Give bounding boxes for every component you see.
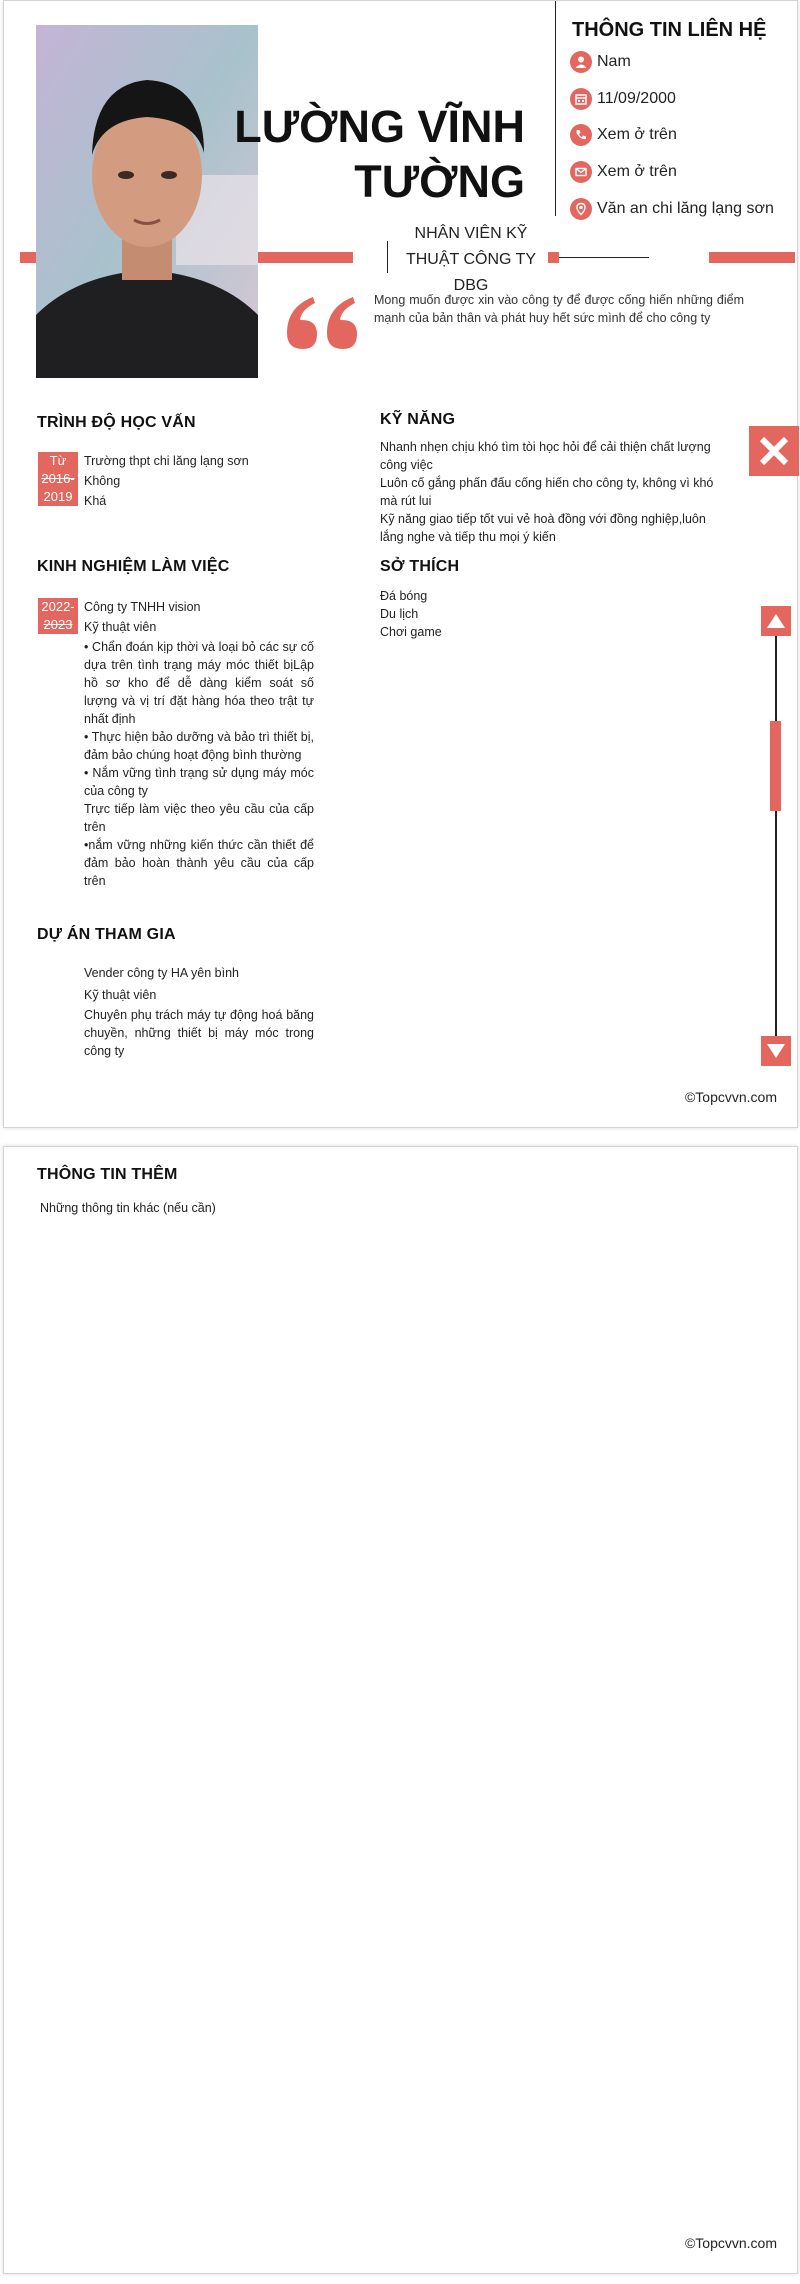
cv-page-1 [3, 0, 798, 1128]
job-title: NHÂN VIÊN KỸ THUẬT CÔNG TY DBG [405, 225, 537, 294]
phone-icon [570, 124, 592, 146]
mail-icon [570, 161, 592, 183]
project-name: Vender công ty HA yên bình [84, 966, 239, 980]
candidate-name-line1: LƯỜNG VĨNH [234, 101, 525, 152]
contact-title: THÔNG TIN LIÊN HỆ [572, 19, 767, 41]
experience-date-start: 2022- [41, 599, 75, 614]
experience-company: Công ty TNHH vision [84, 600, 201, 614]
education-date-end: 2019 [43, 489, 73, 504]
education-title: TRÌNH ĐỘ HỌC VẤN [37, 414, 196, 431]
contact-address-value: Văn an chi lăng lạng sơn [597, 200, 774, 217]
projects-title: DỰ ÁN THAM GIA [37, 926, 176, 943]
education-grade: Khá [84, 494, 107, 508]
contact-phone [570, 122, 677, 148]
close-button[interactable] [749, 426, 799, 476]
scroll-down-button[interactable] [761, 1036, 791, 1066]
skill-item: Luôn cố gắng phấn đấu cống hiến cho công ty, không vì khó mà rút lui [380, 476, 714, 508]
footer-brand-page2: ©Topcvvn.com [684, 2235, 777, 2251]
project-description: Chuyên phụ trách máy tự động hoá băng chuyền, những thiết bị máy móc trong công ty [84, 1008, 314, 1058]
skill-item: Kỹ năng giao tiếp tốt vui vẻ hoà đồng với đồng nghiệp,luôn lắng nghe và tiếp thu mọi ý kiến [380, 512, 706, 544]
scroll-thumb[interactable] [770, 721, 781, 811]
contact-email-value[interactable]: Xem ở trên [597, 163, 677, 180]
additional-title: THÔNG TIN THÊM [37, 1166, 178, 1183]
experience-date-badge [38, 598, 78, 634]
header-bar-dot [548, 252, 559, 263]
contact-gender [570, 49, 631, 75]
experience-position: Kỹ thuật viên [84, 620, 157, 634]
education-date-badge [38, 452, 78, 506]
footer-brand: ©Topcvvn.com [684, 1089, 777, 1105]
cv-page-2 [3, 1146, 798, 2274]
header-thin-line [559, 257, 649, 258]
project-role: Kỹ thuật viên [84, 988, 157, 1002]
experience-details [84, 638, 314, 890]
user-icon [570, 51, 592, 73]
hobby-item: Du lịch [380, 607, 419, 621]
skills-title: KỸ NĂNG [380, 411, 456, 428]
candidate-name-line2: TƯỜNG [354, 156, 525, 207]
header-bar-mid [257, 252, 353, 263]
header-bar-right [709, 252, 795, 263]
arrow-up-icon [766, 613, 786, 629]
hobby-item: Chơi game [380, 625, 442, 639]
experience-detail-item: •nắm vững những kiến thức cần thiết để đảm bảo hoàn thành yêu cầu của cấp trên [84, 838, 314, 888]
skills-list [380, 438, 722, 546]
location-icon [570, 198, 592, 220]
calendar-icon [570, 88, 592, 110]
contact-email [570, 159, 677, 185]
candidate-name [225, 99, 525, 209]
education-date-from: Từ [49, 453, 67, 468]
education-major: Không [84, 474, 121, 488]
education-date-start: 2016- [41, 471, 75, 486]
experience-date-end: 2023 [43, 617, 73, 632]
job-title-divider [387, 241, 388, 273]
scroll-track[interactable] [775, 636, 777, 1036]
scroll-up-button[interactable] [761, 606, 791, 636]
experience-title: KINH NGHIỆM LÀM VIỆC [37, 558, 230, 575]
contact-birthday-value: 11/09/2000 [597, 90, 676, 107]
quote-icon [287, 293, 359, 349]
education-school: Trường thpt chi lăng lạng sơn [84, 454, 249, 468]
experience-detail-item: Trực tiếp làm việc theo yêu cầu của cấp trên [84, 802, 314, 834]
arrow-down-icon [766, 1043, 786, 1059]
contact-birthday [570, 86, 676, 112]
header-divider [555, 1, 556, 216]
hobby-item: Đá bóng [380, 589, 428, 603]
contact-address [570, 196, 774, 222]
experience-detail-item: • Nắm vững tình trạng sử dụng máy móc của công ty [84, 766, 314, 798]
skill-item: Nhanh nhẹn chịu khó tìm tòi học hỏi để cải thiện chất lượng công việc [380, 440, 711, 472]
hobbies-list [380, 587, 580, 641]
hobbies-title: SỞ THÍCH [380, 558, 460, 575]
experience-detail-item: • Thực hiện bảo dưỡng và bảo trì thiết bị, đảm bảo chúng hoạt động bình thường [84, 730, 314, 762]
close-icon [757, 434, 791, 468]
contact-phone-value[interactable]: Xem ở trên [597, 126, 677, 143]
contact-gender-value: Nam [597, 53, 631, 70]
additional-text: Những thông tin khác (nếu cần) [40, 1201, 216, 1215]
career-objective: Mong muốn được xin vào công ty để được cống hiến những điểm mạnh của bản thân và phát huy hết sức mình để cho công ty [374, 293, 744, 325]
experience-detail-item: • Chẩn đoán kịp thời và loại bỏ các sự cố dựa trên tình trạng máy móc thiết bịLập hồ sơ kho để dễ dàng kiểm soát số lượng và vị trí đặt hàng hóa theo trật tự nhất định [84, 640, 314, 726]
